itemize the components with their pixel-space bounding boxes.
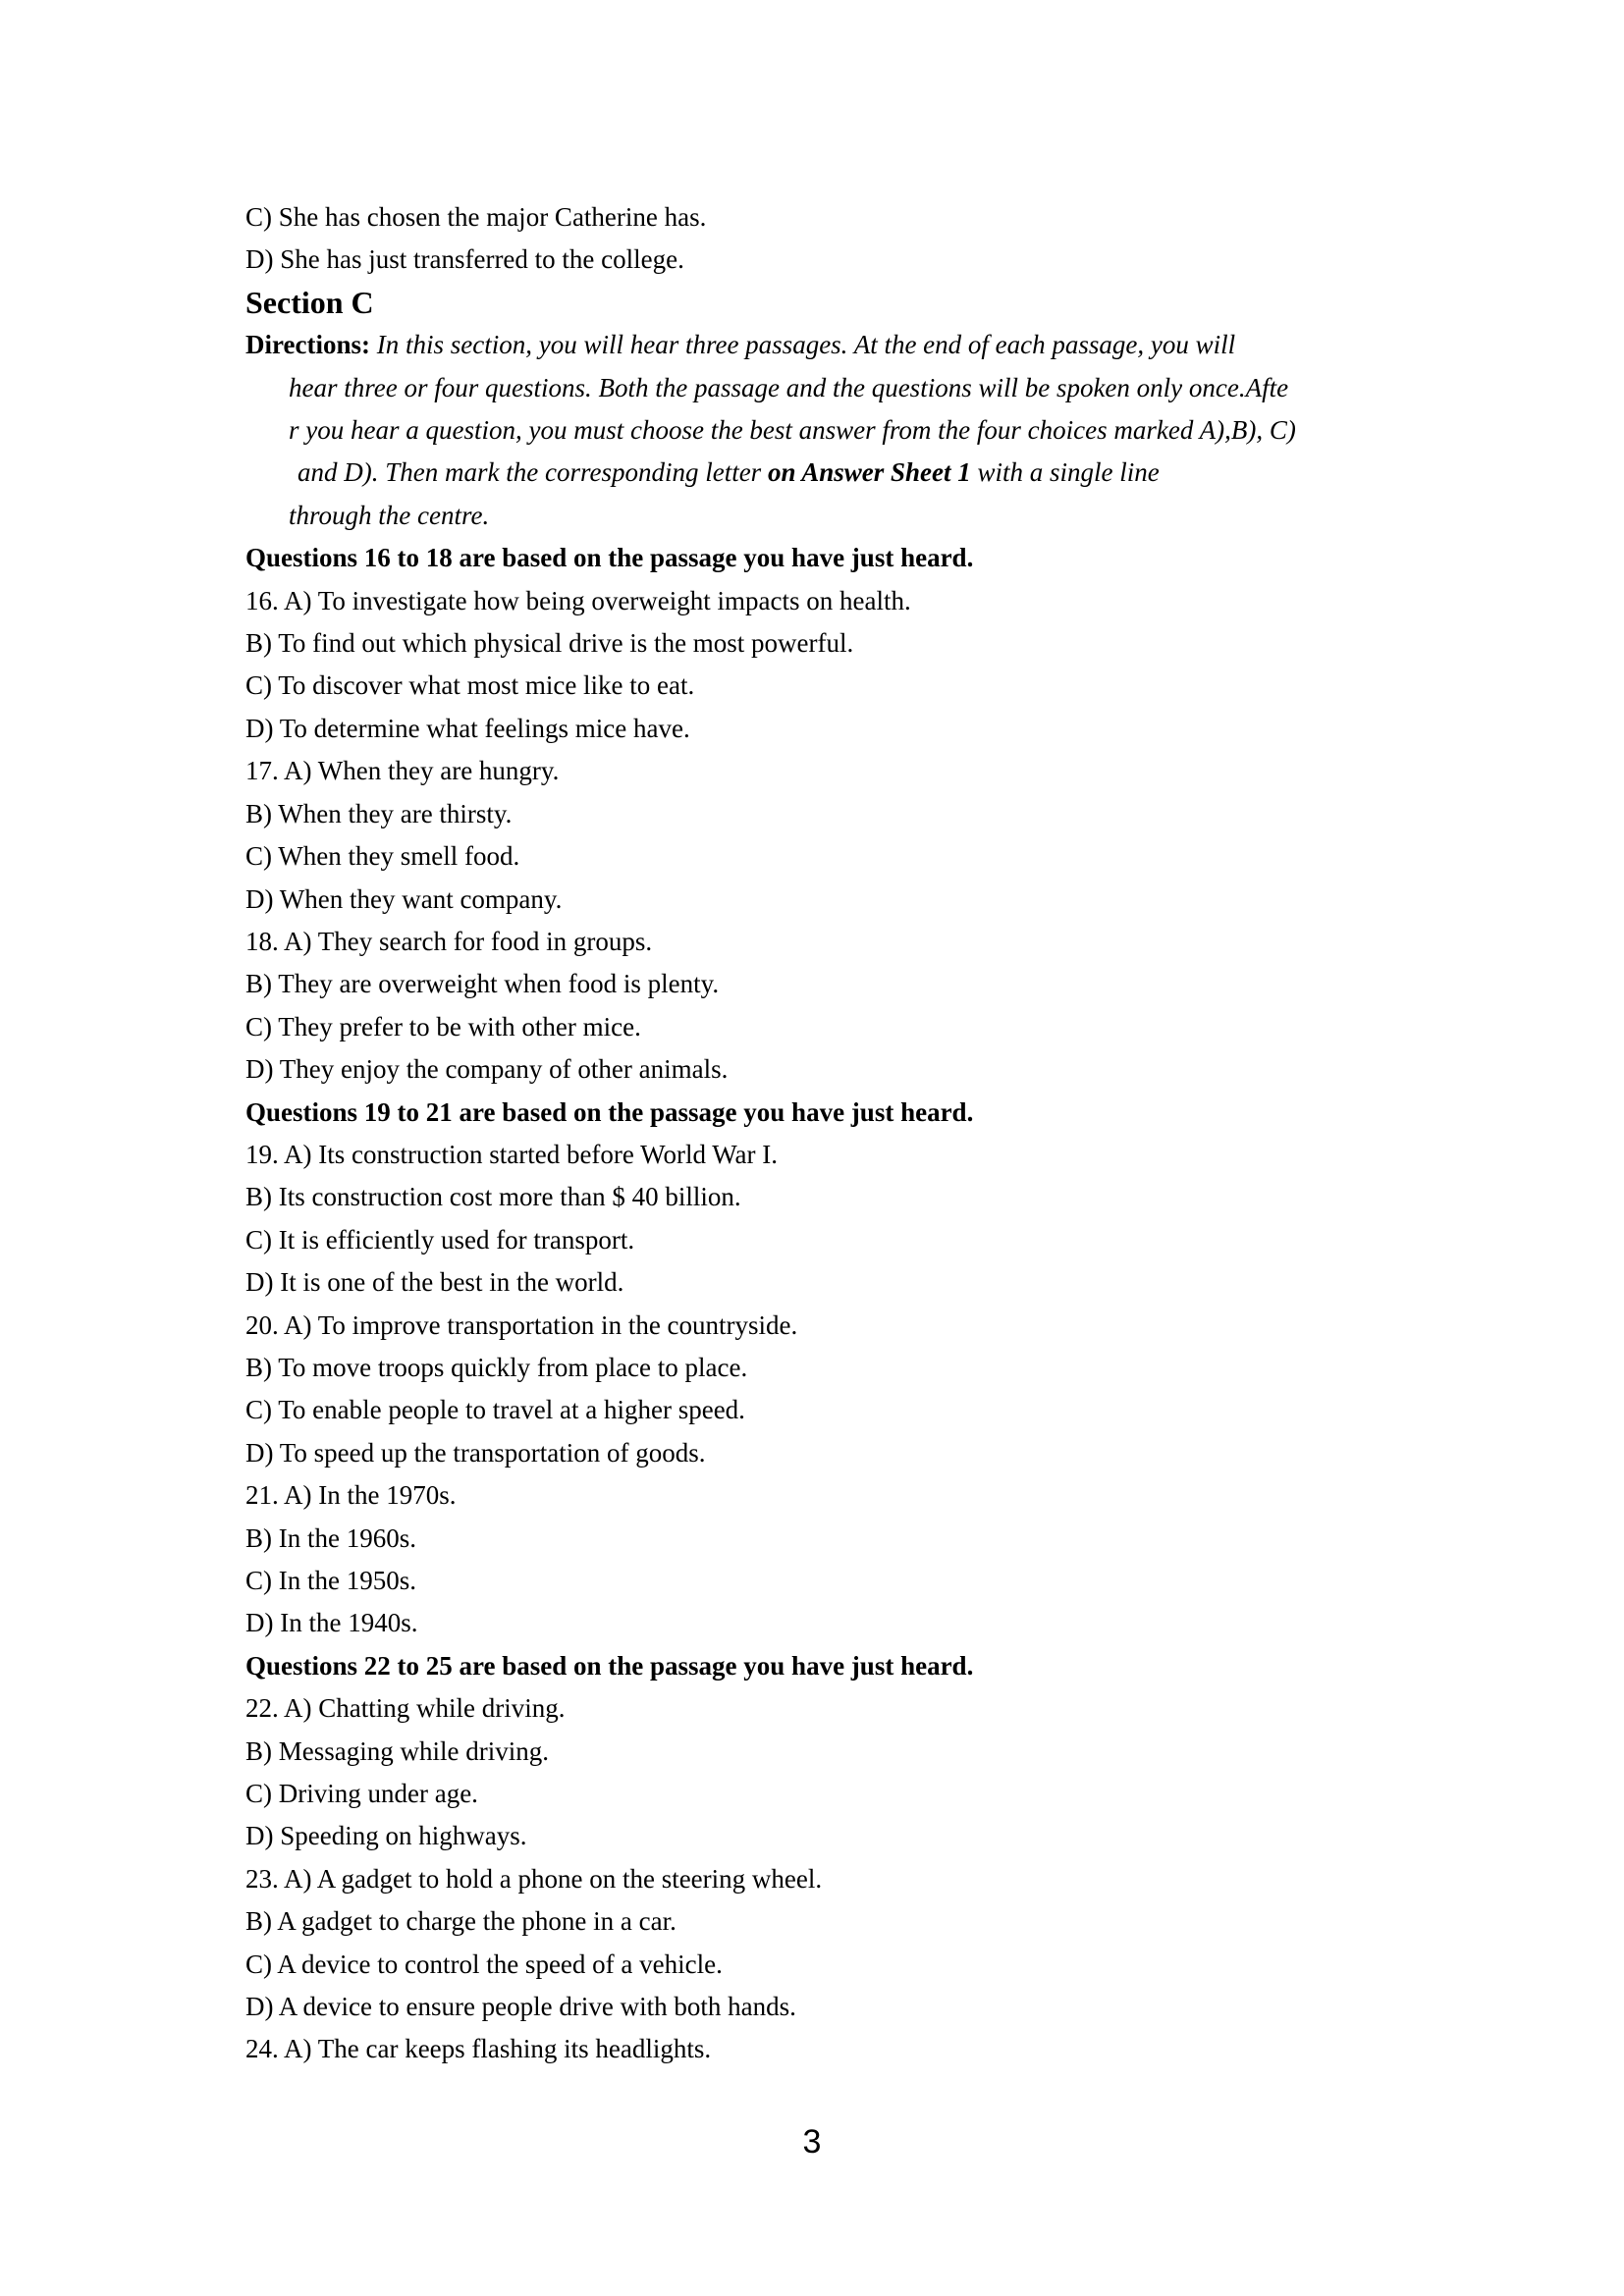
text-segment: 16. A) To investigate how being overweight impacts on health. bbox=[245, 585, 911, 615]
text-segment: 23. A) A gadget to hold a phone on the steering wheel. bbox=[245, 1863, 823, 1894]
question-option-line bbox=[245, 1773, 1384, 1815]
question-option-line bbox=[245, 1858, 1384, 1900]
text-segment: D) A device to ensure people drive with both hands. bbox=[245, 1992, 796, 2022]
question-option-line bbox=[245, 921, 1384, 963]
questions-group-heading bbox=[245, 1092, 1384, 1134]
question-option-line bbox=[245, 1134, 1384, 1176]
question-option-line bbox=[245, 196, 1384, 239]
question-option-line bbox=[245, 963, 1384, 1005]
text-segment: C) A device to control the speed of a vehicle. bbox=[245, 1949, 723, 1979]
question-option-line bbox=[245, 1261, 1384, 1304]
question-option-line bbox=[245, 1347, 1384, 1389]
text-segment: D) To speed up the transportation of goods. bbox=[245, 1437, 706, 1468]
text-segment: D) They enjoy the company of other animals. bbox=[245, 1054, 729, 1085]
text-segment: Section C bbox=[245, 284, 374, 320]
question-option-line bbox=[245, 1815, 1384, 1857]
question-option-line bbox=[245, 1900, 1384, 1943]
document-body bbox=[245, 196, 1384, 2071]
text-segment: with a single line bbox=[970, 457, 1160, 488]
page-number: 3 bbox=[802, 2123, 822, 2161]
text-segment: B) To find out which physical drive is the most powerful. bbox=[245, 628, 854, 659]
text-segment: C) To enable people to travel at a higher speed. bbox=[245, 1395, 745, 1425]
question-option-line bbox=[245, 1731, 1384, 1773]
question-option-line bbox=[245, 879, 1384, 921]
question-option-line bbox=[245, 1432, 1384, 1474]
text-segment: r you hear a question, you must choose the best answer from the four choices marked A),B), C) bbox=[289, 415, 1296, 446]
text-segment: B) To move troops quickly from place to place. bbox=[245, 1352, 748, 1382]
text-segment: B) A gadget to charge the phone in a car. bbox=[245, 1906, 677, 1937]
text-segment: C) She has chosen the major Catherine has. bbox=[245, 202, 707, 232]
text-segment: C) To discover what most mice like to eat. bbox=[245, 670, 695, 701]
text-segment: 19. A) Its construction started before World War I. bbox=[245, 1139, 779, 1169]
text-segment: D) When they want company. bbox=[245, 883, 563, 914]
text-segment: 17. A) When they are hungry. bbox=[245, 756, 560, 786]
question-option-line bbox=[245, 1944, 1384, 1986]
text-segment: B) Its construction cost more than $ 40 billion. bbox=[245, 1182, 741, 1212]
text-segment: Questions 16 to 18 are based on the passage you have just heard. bbox=[245, 543, 974, 573]
text-segment: C) They prefer to be with other mice. bbox=[245, 1011, 641, 1041]
text-segment: D) Speeding on highways. bbox=[245, 1821, 527, 1851]
question-option-line bbox=[245, 1602, 1384, 1644]
text-segment: D) To determine what feelings mice have. bbox=[245, 713, 690, 743]
text-segment: D) In the 1940s. bbox=[245, 1608, 418, 1638]
question-option-line bbox=[245, 793, 1384, 835]
question-option-line bbox=[245, 1518, 1384, 1560]
question-option-line bbox=[245, 1176, 1384, 1218]
question-option-line bbox=[245, 1474, 1384, 1517]
question-option-line bbox=[245, 665, 1384, 707]
section-heading bbox=[245, 282, 1384, 324]
question-option-line bbox=[245, 239, 1384, 281]
text-segment: C) In the 1950s. bbox=[245, 1566, 416, 1595]
text-segment: In this section, you will hear three passages. At the end of each passage, you will bbox=[376, 330, 1236, 360]
question-option-line bbox=[245, 1006, 1384, 1048]
question-option-line bbox=[245, 1560, 1384, 1602]
question-option-line bbox=[245, 1305, 1384, 1347]
question-option-line bbox=[245, 1687, 1384, 1730]
text-segment: B) In the 1960s. bbox=[245, 1522, 416, 1553]
question-option-line bbox=[245, 580, 1384, 622]
directions-line bbox=[245, 409, 1384, 452]
text-segment: Questions 22 to 25 are based on the passage you have just heard. bbox=[245, 1650, 974, 1681]
directions-line bbox=[245, 367, 1384, 409]
text-segment: C) It is efficiently used for transport. bbox=[245, 1224, 635, 1255]
text-segment: 18. A) They search for food in groups. bbox=[245, 926, 653, 956]
text-segment: Questions 19 to 21 are based on the passage you have just heard. bbox=[245, 1096, 974, 1127]
text-segment: and D). Then mark the corresponding letter bbox=[298, 457, 768, 488]
directions-line bbox=[245, 452, 1384, 494]
question-option-line bbox=[245, 750, 1384, 792]
question-option-line bbox=[245, 835, 1384, 878]
text-segment: C) When they smell food. bbox=[245, 841, 520, 872]
text-segment: B) When they are thirsty. bbox=[245, 798, 513, 828]
questions-group-heading bbox=[245, 1645, 1384, 1687]
text-segment: D) She has just transferred to the college. bbox=[245, 244, 684, 275]
text-segment: through the centre. bbox=[289, 500, 490, 530]
questions-group-heading bbox=[245, 537, 1384, 579]
question-option-line bbox=[245, 1389, 1384, 1431]
question-option-line bbox=[245, 622, 1384, 665]
text-segment: B) They are overweight when food is plenty. bbox=[245, 969, 720, 999]
text-segment: 21. A) In the 1970s. bbox=[245, 1480, 457, 1511]
question-option-line bbox=[245, 1986, 1384, 2028]
text-segment: on Answer Sheet 1 bbox=[767, 457, 971, 488]
question-option-line bbox=[245, 708, 1384, 750]
text-segment: 24. A) The car keeps flashing its headlights. bbox=[245, 2034, 712, 2064]
text-segment: 22. A) Chatting while driving. bbox=[245, 1693, 566, 1724]
question-option-line bbox=[245, 2028, 1384, 2070]
question-option-line bbox=[245, 1048, 1384, 1091]
text-segment: Directions: bbox=[245, 330, 377, 360]
question-option-line bbox=[245, 1219, 1384, 1261]
directions-line bbox=[245, 495, 1384, 537]
text-segment: 20. A) To improve transportation in the countryside. bbox=[245, 1309, 798, 1340]
directions-line bbox=[245, 324, 1384, 366]
text-segment: B) Messaging while driving. bbox=[245, 1735, 549, 1766]
text-segment: hear three or four questions. Both the passage and the questions will be spoken only once.Afte bbox=[289, 372, 1289, 402]
text-segment: C) Driving under age. bbox=[245, 1779, 478, 1809]
text-segment: D) It is one of the best in the world. bbox=[245, 1267, 624, 1298]
